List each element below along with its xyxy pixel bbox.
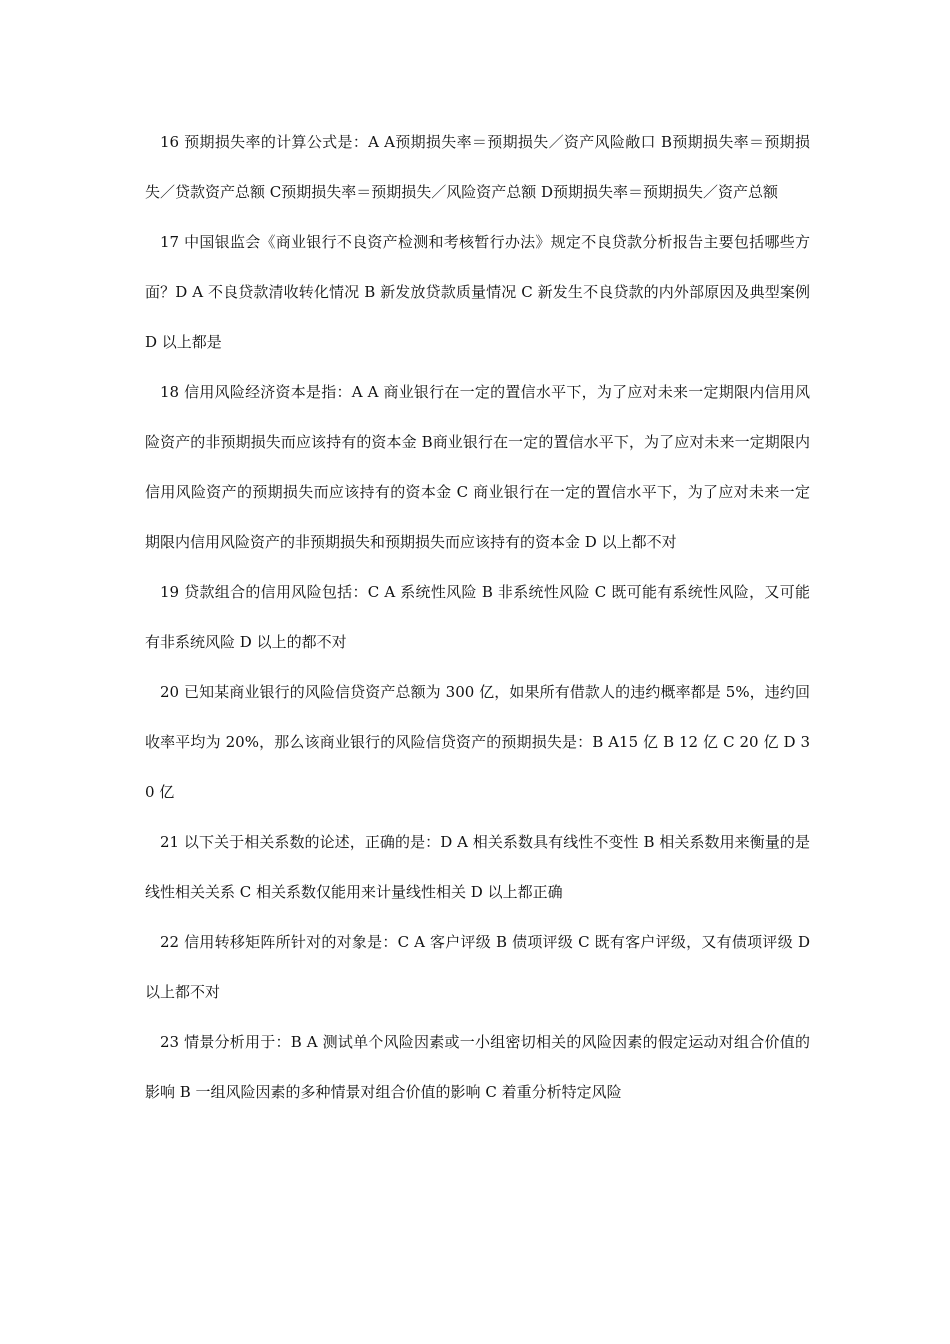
question-18: 18 信用风险经济资本是指：A A 商业银行在一定的置信水平下，为了应对未来一定期限内信用风险资产的非预期损失而应该持有的资本金 B商业银行在一定的置信水平下，为了应对未来一定期限内信用风险资产的预期损失而应该持有的资本金 C 商业银行在一定的置信水平下，为了应对未来一定期限内信用风险资产的非预期损失和预期损失而应该持有的资本金 D 以上都不对: [145, 383, 810, 551]
question-22: 22 信用转移矩阵所针对的对象是：C A 客户评级 B 债项评级 C 既有客户评级，又有债项评级 D 以上都不对: [145, 933, 810, 1001]
question-23: 23 情景分析用于：B A 测试单个风险因素或一小组密切相关的风险因素的假定运动对组合价值的影响 B 一组风险因素的多种情景对组合价值的影响 C 着重分析特定风险: [145, 1033, 810, 1101]
document-body: [145, 117, 810, 1117]
question-19: 19 贷款组合的信用风险包括：C A 系统性风险 B 非系统性风险 C 既可能有系统性风险，又可能有非系统风险 D 以上的都不对: [145, 583, 810, 651]
question-16: 16 预期损失率的计算公式是：A A预期损失率＝预期损失／资产风险敞口 B预期损失率＝预期损失／贷款资产总额 C预期损失率＝预期损失／风险资产总额 D预期损失率＝预期损失／资产总额: [145, 133, 810, 201]
question-21: 21 以下关于相关系数的论述，正确的是：D A 相关系数具有线性不变性 B 相关系数用来衡量的是线性相关关系 C 相关系数仅能用来计量线性相关 D 以上都正确: [145, 833, 810, 901]
question-17: 17 中国银监会《商业银行不良资产检测和考核暂行办法》规定不良贷款分析报告主要包括哪些方面？D A 不良贷款清收转化情况 B 新发放贷款质量情况 C 新发生不良贷款的内外部原因及典型案例 D 以上都是: [145, 233, 810, 351]
question-20: 20 已知某商业银行的风险信贷资产总额为 300 亿，如果所有借款人的违约概率都是 5%，违约回收率平均为 20%，那么该商业银行的风险信贷资产的预期损失是：B A15 亿 B 12 亿 C 20 亿 D 30 亿: [145, 683, 810, 801]
